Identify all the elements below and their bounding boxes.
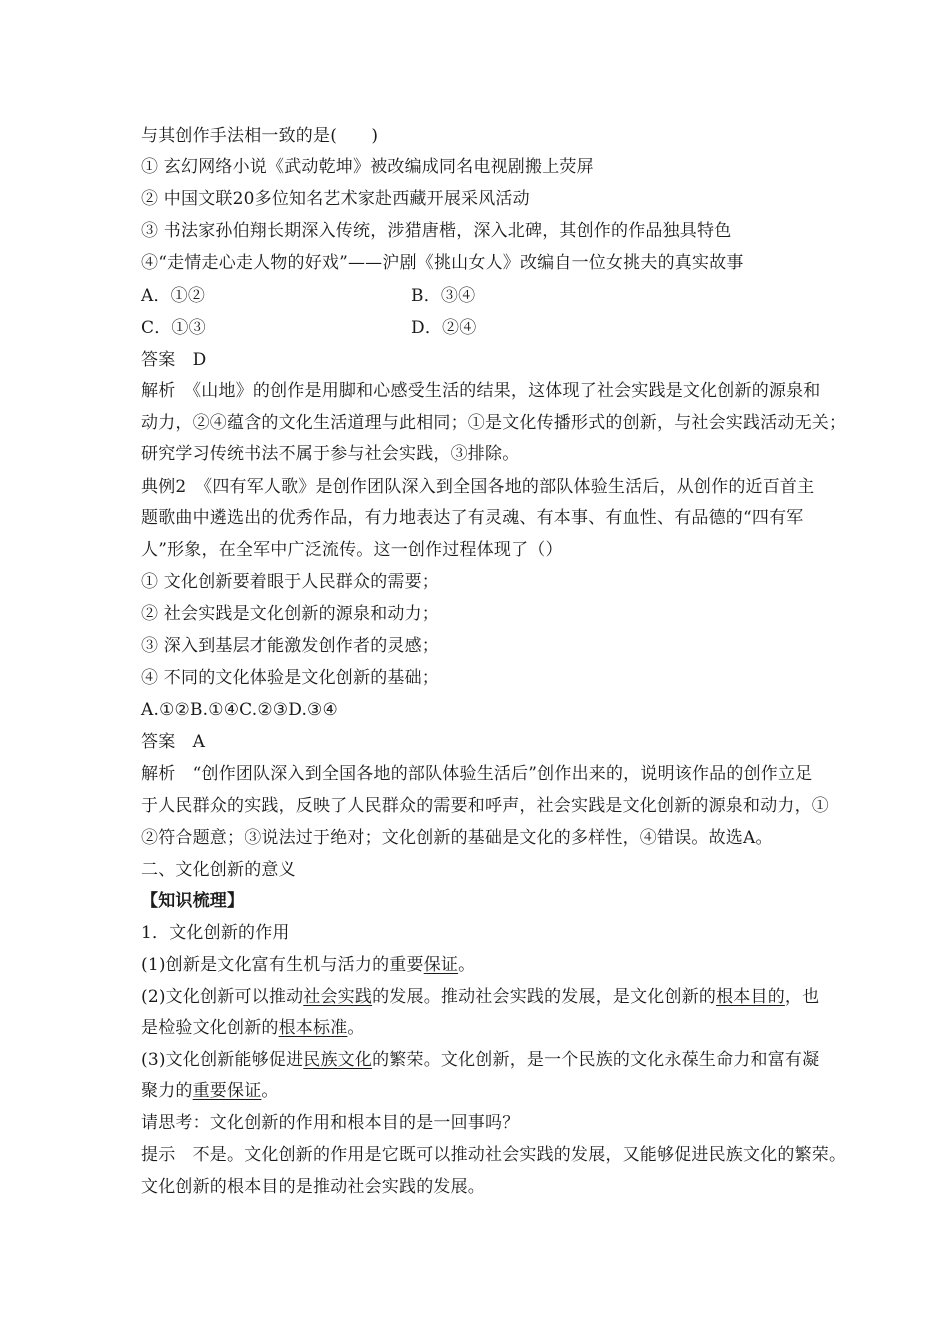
- point-3-text-c: 聚力的: [141, 1081, 193, 1101]
- point-3-line-1: [141, 1048, 820, 1072]
- example-2-statement-4: ④ 不同的文化体验是文化创新的基础；: [141, 668, 440, 688]
- point-2-line-1: [141, 985, 820, 1009]
- point-1: [141, 953, 820, 977]
- analysis-2-line-2: 于人民群众的实践，反映了人民群众的需要和呼声，社会实践是文化创新的源泉和动力，①: [141, 796, 829, 816]
- point-2-text-c: ，也: [784, 987, 820, 1007]
- option-a: A．①②: [141, 286, 206, 306]
- statement-4: ④“走情走心走人物的好戏”——沪剧《挑山女人》改编自一位女挑夫的真实故事: [141, 253, 744, 273]
- answer-2: 答案 A: [141, 732, 206, 752]
- question-stem: 与其创作手法相一致的是( ): [141, 126, 379, 146]
- option-c: C．①③: [141, 318, 206, 338]
- point-1-blank: 保证: [423, 955, 459, 975]
- example-2-line-1: 典例2 《四有军人歌》是创作团队深入到全国各地的部队体验生活后，从创作的近百首主: [141, 477, 815, 497]
- example-2-statement-2: ② 社会实践是文化创新的源泉和动力；: [141, 604, 440, 624]
- point-2-blank-1: 社会实践: [303, 987, 373, 1007]
- analysis-1-line-1: 解析 《山地》的创作是用脚和心感受生活的结果，这体现了社会实践是文化创新的源泉和: [141, 381, 821, 401]
- options-row-1: [141, 284, 820, 308]
- statement-2: ② 中国文联20多位知名艺术家赴西藏开展采风活动: [141, 189, 530, 209]
- analysis-2-line-1: 解析 “创作团队深入到全国各地的部队体验生活后”创作出来的，说明该作品的创作立足: [141, 764, 813, 784]
- hint-line-2: 文化创新的根本目的是推动社会实践的发展。: [141, 1177, 485, 1197]
- point-2-text-e: 。: [347, 1018, 365, 1038]
- section-heading: 二、文化创新的意义: [141, 860, 296, 880]
- think-question: 请思考：文化创新的作用和根本目的是一回事吗？: [141, 1113, 520, 1133]
- point-2-blank-2: 根本目的: [716, 987, 785, 1007]
- point-2-blank-3: 根本标准: [278, 1018, 348, 1038]
- point-3-text-b: 的繁荣。文化创新，是一个民族的文化永葆生命力和富有凝: [372, 1050, 820, 1070]
- point-2-text-d: 是检验文化创新的: [141, 1018, 279, 1038]
- point-2-text-b: 的发展。推动社会实践的发展，是文化创新的: [372, 987, 717, 1007]
- hint-line-1: 提示 不是。文化创新的作用是它既可以推动社会实践的发展，又能够促进民族文化的繁荣。: [141, 1145, 847, 1165]
- analysis-1-line-2: 动力，②④蕴含的文化生活道理与此相同；①是文化传播形式的创新，与社会实践活动无关；: [141, 413, 847, 433]
- answer-1: 答案 D: [141, 350, 207, 370]
- point-1-end: 。: [458, 955, 476, 975]
- point-2-line-2: [141, 1016, 820, 1040]
- option-b: B．③④: [411, 286, 476, 306]
- example-2-options: A.①②B.①④C.②③D.③④: [141, 700, 338, 720]
- subheading-1: 1．文化创新的作用: [141, 923, 290, 943]
- analysis-2-line-3: ②符合题意；③说法过于绝对；文化创新的基础是文化的多样性，④错误。故选A。: [141, 828, 773, 848]
- example-2-statement-3: ③ 深入到基层才能激发创作者的灵感；: [141, 636, 440, 656]
- example-2-line-2: 题歌曲中遴选出的优秀作品，有力地表达了有灵魂、有本事、有血性、有品德的“四有军: [141, 508, 804, 528]
- example-2-line-3: 人”形象，在全军中广泛流传。这一创作过程体现了（）: [141, 540, 563, 560]
- point-3-blank-2: 重要保证: [192, 1081, 262, 1101]
- point-3-text-a: (3)文化创新能够促进: [141, 1050, 304, 1070]
- option-d: D．②④: [411, 318, 477, 338]
- statement-3: ③ 书法家孙伯翔长期深入传统，涉猎唐楷，深入北碑，其创作的作品独具特色: [141, 221, 732, 241]
- point-2-text-a: (2)文化创新可以推动: [141, 987, 304, 1007]
- knowledge-heading: 【知识梳理】: [141, 891, 245, 911]
- point-3-text-d: 。: [261, 1081, 279, 1101]
- point-1-text: (1)创新是文化富有生机与活力的重要: [141, 955, 424, 975]
- point-3-line-2: [141, 1079, 820, 1103]
- statement-1: ① 玄幻网络小说《武动乾坤》被改编成同名电视剧搬上荧屏: [141, 157, 594, 177]
- example-2-statement-1: ① 文化创新要着眼于人民群众的需要；: [141, 572, 440, 592]
- analysis-1-line-3: 研究学习传统书法不属于参与社会实践，③排除。: [141, 444, 520, 464]
- options-row-2: [141, 316, 820, 340]
- point-3-blank-1: 民族文化: [303, 1050, 373, 1070]
